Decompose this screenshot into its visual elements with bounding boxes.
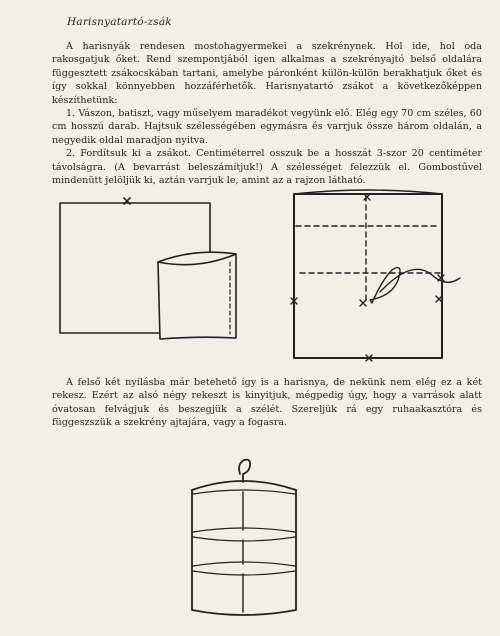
folded-fabric-tube (158, 252, 236, 339)
bag-body (192, 490, 296, 615)
outro-text-block (52, 376, 482, 430)
hanger-bar (192, 481, 296, 490)
pocket-opening (193, 528, 295, 532)
hanging-bag-illustration (192, 460, 296, 615)
page-title: Harisnyatartó-zsák (67, 16, 172, 28)
step-2-paragraph: 2. Fordítsuk ki a zsákot. Centiméterrel osszuk be a hosszát 3-szor 20 centiméter távolságra. (A bevarrást beleszámítjuk!) A szélességet felezzük el. Gombostűvel mindenütt jelöljük ki, aztán varrjuk le, amint az a rajzon látható. (52, 148, 482, 187)
intro-paragraph: A harisnyák rendesen mostohagyermekei a szekrénynek. Hol ide, hol oda rakosgatjuk őket. Rend szempontjából igen alkalmas a szekrényajtó belső oldalára függesztett zsákocskában tartani, amelybe páronként külön-külön berakhatjuk őket és így sokkal könnyebben hozzáférhetők. Harisnyatartó zsákot a következőképpen készíthetünk: (52, 41, 482, 106)
outro-paragraph: A felső két nyílásba már betehető így is a harisnya, de nekünk nem elég ez a két rekesz. Ezért az alsó négy rekeszt is kinyitjuk, mégpedig úgy, hogy a varrások alatt óvatosan felvágjuk és beszegjük a szélét. Szereljük rá egy ruhaakasztóra és függeszszük a szekrény ajtajára, vagy a fogasra. (52, 377, 482, 429)
sewn-bag-illustration (291, 190, 460, 361)
bag-outline (294, 194, 442, 358)
hanger-hook-icon (239, 460, 250, 482)
pocket-opening (193, 562, 295, 566)
pin-mark-icon (360, 300, 366, 306)
step-1-paragraph: 1. Vászon, batiszt, vagy műselyem maradékot vegyünk elő. Elég egy 70 cm széles, 60 cm hosszú darab. Hajtsuk szélességében egymásra és varrjuk össze három oldalán, a negyedik oldal maradjon nyitva. (52, 108, 482, 146)
